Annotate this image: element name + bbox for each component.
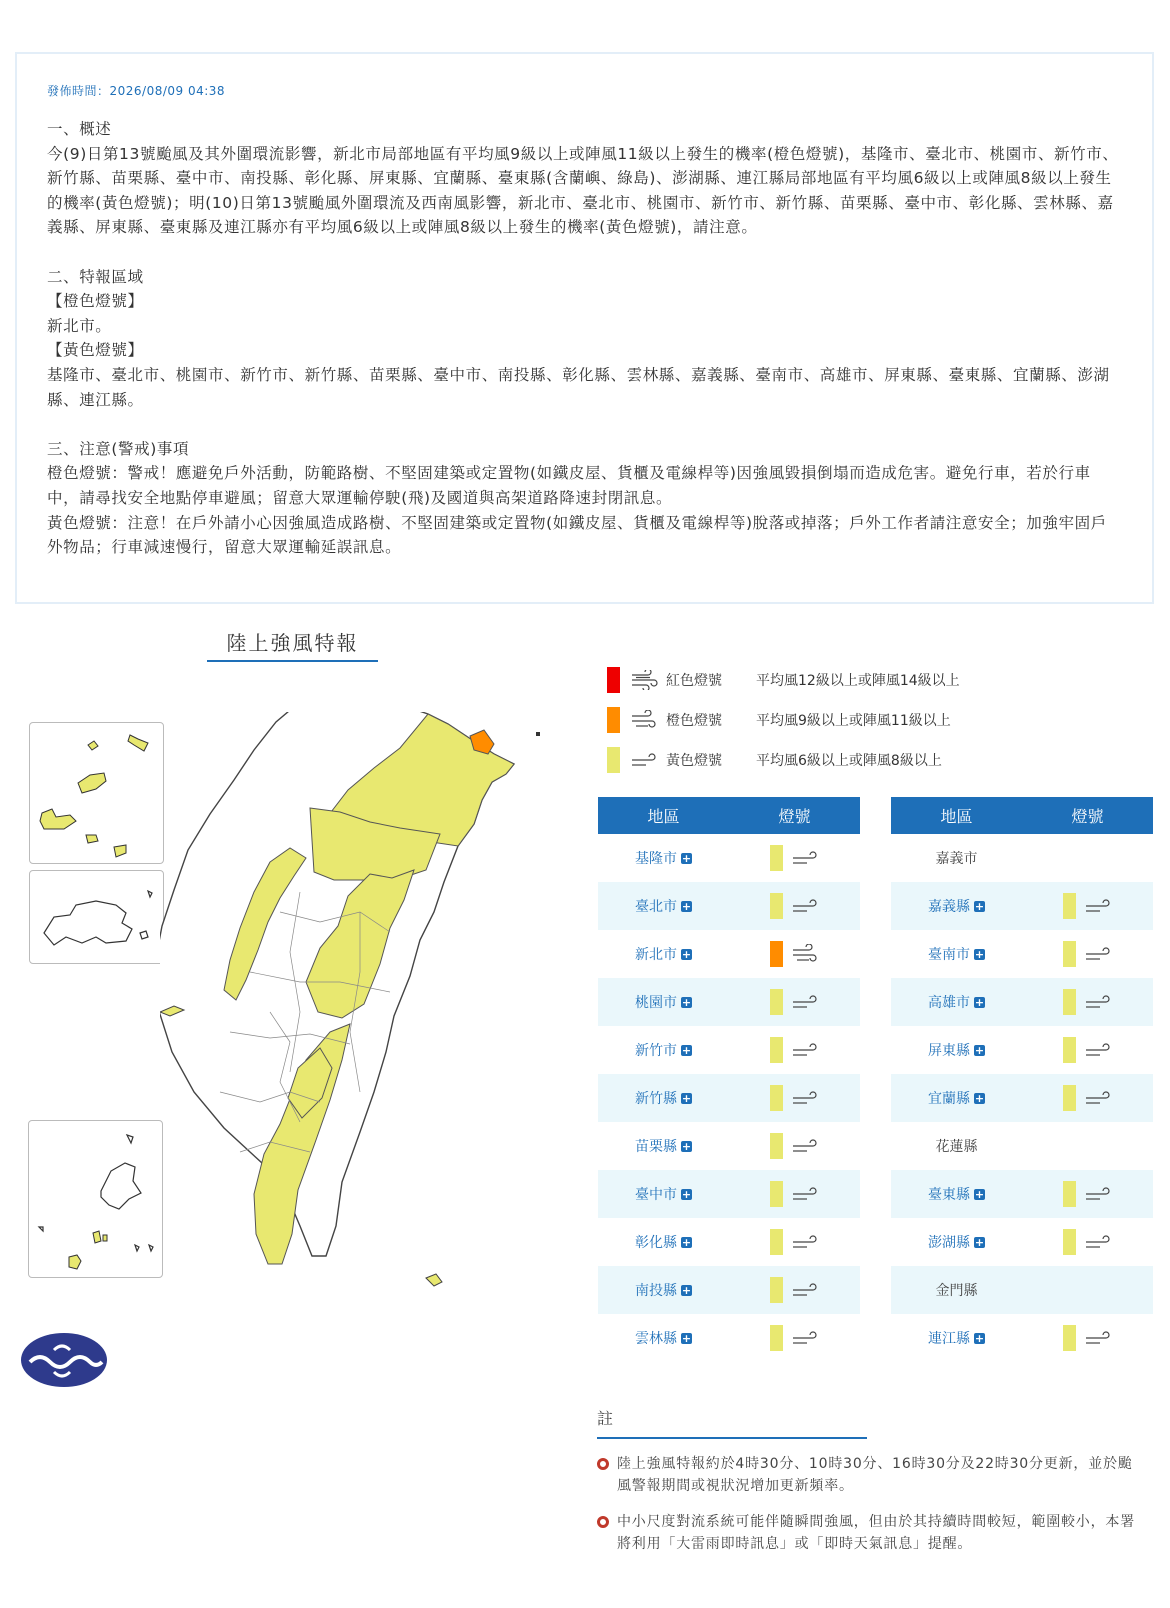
region-name[interactable]: 臺北市 xyxy=(635,899,677,915)
notes-title: 註 xyxy=(597,1406,867,1439)
yellow-light-indicator xyxy=(770,845,783,871)
table-header xyxy=(891,797,1153,834)
region-name: 金門縣 xyxy=(935,1283,978,1299)
region-cell[interactable] xyxy=(598,1232,729,1252)
header-region: 地區 xyxy=(940,807,973,826)
expand-plus-icon[interactable]: + xyxy=(974,899,985,913)
light-cell xyxy=(729,1277,860,1303)
region-cell xyxy=(891,848,1022,868)
wind-light-icon xyxy=(791,1136,819,1156)
bullet-icon xyxy=(597,1516,609,1528)
table-row xyxy=(598,1170,860,1218)
expand-plus-icon[interactable]: + xyxy=(974,1091,985,1105)
yellow-light-indicator xyxy=(1063,893,1076,919)
region-name[interactable]: 嘉義縣 xyxy=(928,899,970,915)
yellow-areas: 基隆市、臺北市、桃園市、新竹市、新竹縣、苗栗縣、臺中市、南投縣、彰化縣、雲林縣、嘉義縣、臺南市、高雄市、屏東縣、臺東縣、宜蘭縣、澎湖縣、連江縣。 xyxy=(47,365,1110,409)
light-cell xyxy=(1022,1229,1153,1255)
region-cell[interactable] xyxy=(598,1280,729,1300)
matsu-inset[interactable] xyxy=(28,1120,163,1278)
expand-plus-icon[interactable]: + xyxy=(681,899,692,913)
light-cell xyxy=(729,893,860,919)
wind-light-icon xyxy=(1084,1232,1112,1252)
table-row xyxy=(891,930,1153,978)
light-cell xyxy=(729,1181,860,1207)
yellow-label: 【黃色燈號】 xyxy=(47,341,144,360)
expand-plus-icon[interactable]: + xyxy=(974,947,985,961)
issue-time: 發佈時間：2026/08/09 04:38 xyxy=(47,84,226,98)
region-name[interactable]: 南投縣 xyxy=(635,1283,677,1299)
table-row xyxy=(891,882,1153,930)
expand-plus-icon[interactable]: + xyxy=(974,1043,985,1057)
section-overview-text: 今(9)日第13號颱風及其外圍環流影響，新北市局部地區有平均風9級以上或陣風11級以上發生的機率(橙色燈號)，基隆市、臺北市、桃園市、新竹市、新竹縣、苗栗縣、臺中市、南投縣、彰化縣、屏東縣、宜蘭縣、臺東縣(含蘭嶼、綠島)、澎湖縣、連江縣局部地區有平均風6級以上或陣風8級以上發生的機率(黃色燈號)；明(10)日第13號颱風外圍環流及西南風影響，新北市、臺北市、桃園市、新竹市、新竹縣、苗栗縣、臺中市、彰化縣、雲林縣、嘉義縣、屏東縣、臺東縣及連江縣亦有平均風6級以上或陣風8級以上發生的機率(黃色燈號)，請注意。 xyxy=(47,144,1119,237)
table-row xyxy=(891,1170,1153,1218)
expand-plus-icon[interactable]: + xyxy=(974,1187,985,1201)
yellow-light-indicator xyxy=(1063,1037,1076,1063)
expand-plus-icon[interactable]: + xyxy=(681,1283,692,1297)
header-light: 燈號 xyxy=(1071,807,1104,826)
header-region: 地區 xyxy=(647,807,680,826)
region-name[interactable]: 澎湖縣 xyxy=(928,1235,970,1251)
table-header xyxy=(598,797,860,834)
region-cell[interactable] xyxy=(891,1328,1022,1348)
yellow-light-indicator xyxy=(770,893,783,919)
note-item xyxy=(597,1511,1137,1555)
wind-light-icon xyxy=(791,1232,819,1252)
region-cell[interactable] xyxy=(598,896,729,916)
expand-plus-icon[interactable]: + xyxy=(681,851,692,865)
expand-plus-icon[interactable]: + xyxy=(681,1043,692,1057)
wind-light-icon xyxy=(791,848,819,868)
region-cell[interactable] xyxy=(598,1040,729,1060)
table-row xyxy=(598,1218,860,1266)
wind-light-icon xyxy=(791,896,819,916)
light-cell xyxy=(729,1037,860,1063)
section-area-title: 二、特報區域 xyxy=(47,267,144,286)
wind-light-icon xyxy=(1084,1328,1112,1348)
bullet-icon xyxy=(597,1458,609,1470)
wind-light-icon xyxy=(791,1328,819,1348)
wind-light-icon xyxy=(1084,1088,1112,1108)
light-cell xyxy=(729,1085,860,1111)
table-row xyxy=(891,1074,1153,1122)
yellow-light-indicator xyxy=(770,1277,783,1303)
orange-areas: 新北市。 xyxy=(47,316,112,335)
wind-medium-icon xyxy=(791,944,819,964)
orange-label: 【橙色燈號】 xyxy=(47,292,144,311)
wind-light-icon xyxy=(1084,896,1112,916)
light-cell xyxy=(1022,989,1153,1015)
table-row xyxy=(891,1026,1153,1074)
light-cell xyxy=(729,989,860,1015)
region-cell[interactable] xyxy=(891,944,1022,964)
yellow-light-indicator xyxy=(770,1037,783,1063)
legend-red-name: 紅色燈號 xyxy=(666,673,722,689)
wind-light-icon xyxy=(791,1088,819,1108)
region-name[interactable]: 高雄市 xyxy=(928,995,970,1011)
table-row xyxy=(891,1122,1153,1170)
region-cell[interactable] xyxy=(891,1184,1022,1204)
table-row xyxy=(598,1122,860,1170)
table-row xyxy=(598,1266,860,1314)
note-item xyxy=(597,1453,1137,1497)
legend-yellow-name: 黃色燈號 xyxy=(666,753,722,769)
yellow-light-indicator xyxy=(770,1325,783,1351)
bulletin-panel xyxy=(15,52,1154,604)
region-cell[interactable] xyxy=(598,992,729,1012)
region-cell[interactable] xyxy=(891,1088,1022,1108)
yellow-notice: 黃色燈號：注意！在戶外請小心因強風造成路樹、不堅固建築或定置物(如鐵皮屋、貨櫃及電線桿等)脫落或掉落；戶外工作者請注意安全；加強牢固戶外物品；行車減速慢行，留意大眾運輸延誤訊息。 xyxy=(47,513,1107,557)
region-name[interactable]: 臺東縣 xyxy=(928,1187,970,1203)
yellow-light-indicator xyxy=(1063,989,1076,1015)
wind-light-icon xyxy=(791,1184,819,1204)
expand-plus-icon[interactable]: + xyxy=(681,1331,692,1345)
expand-plus-icon[interactable]: + xyxy=(681,1235,692,1249)
yellow-light-indicator xyxy=(1063,1085,1076,1111)
region-cell[interactable] xyxy=(598,1088,729,1108)
region-name[interactable]: 新竹縣 xyxy=(635,1091,677,1107)
table-row xyxy=(598,1026,860,1074)
section-overview-title: 一、概述 xyxy=(47,120,112,138)
orange-swatch xyxy=(607,707,620,733)
region-cell[interactable] xyxy=(891,1232,1022,1252)
table-row xyxy=(598,834,860,882)
expand-plus-icon[interactable]: + xyxy=(974,995,985,1009)
yellow-light-indicator xyxy=(1063,941,1076,967)
region-name[interactable]: 屏東縣 xyxy=(928,1043,970,1059)
table-row xyxy=(891,1314,1153,1362)
notes-section xyxy=(597,1406,1137,1555)
map-title-block xyxy=(207,627,378,662)
expand-plus-icon[interactable]: + xyxy=(681,995,692,1009)
note-text: 陸上強風特報約於4時30分、10時30分、16時30分及22時30分更新，並於颱風警報期間或視狀況增加更新頻率。 xyxy=(617,1456,1133,1494)
table-row xyxy=(891,834,1153,882)
penghu-inset[interactable] xyxy=(29,722,164,864)
wind-light-icon xyxy=(1084,1040,1112,1060)
note-text: 中小尺度對流系統可能伴隨瞬間強風，但由於其持續時間較短，範圍較小，本署將利用「大雷雨即時訊息」或「即時天氣訊息」提醒。 xyxy=(617,1514,1135,1552)
light-cell xyxy=(729,1325,860,1351)
yellow-swatch xyxy=(607,747,620,773)
legend xyxy=(607,660,960,780)
yellow-light-indicator xyxy=(1063,1229,1076,1255)
yellow-light-indicator xyxy=(1063,1325,1076,1351)
red-swatch xyxy=(607,667,620,693)
taiwan-map xyxy=(20,720,580,1400)
section-notice-title: 三、注意(警戒)事項 xyxy=(47,439,190,458)
orange-light-indicator xyxy=(770,941,783,967)
region-cell[interactable] xyxy=(598,848,729,868)
map-title: 陸上強風特報 xyxy=(226,631,359,655)
region-name[interactable]: 雲林縣 xyxy=(635,1331,677,1347)
region-name: 嘉義市 xyxy=(935,851,978,867)
light-cell xyxy=(729,1229,860,1255)
main-island-map[interactable] xyxy=(160,712,580,1312)
table-row xyxy=(598,1314,860,1362)
bulletin-body xyxy=(47,117,1122,560)
yellow-light-indicator xyxy=(1063,1181,1076,1207)
wind-light-icon xyxy=(630,750,658,770)
light-cell xyxy=(1022,941,1153,967)
map-title-underline xyxy=(207,660,378,662)
legend-red xyxy=(607,660,960,700)
region-name[interactable]: 臺中市 xyxy=(635,1187,677,1203)
region-name[interactable]: 桃園市 xyxy=(635,995,677,1011)
legend-yellow xyxy=(607,740,960,780)
region-cell[interactable] xyxy=(891,1040,1022,1060)
region-name[interactable]: 新北市 xyxy=(635,947,677,963)
region-name[interactable]: 新竹市 xyxy=(635,1043,677,1059)
table-row xyxy=(891,978,1153,1026)
cwa-logo xyxy=(20,1332,108,1388)
region-name[interactable]: 彰化縣 xyxy=(635,1235,677,1251)
table-row xyxy=(598,1074,860,1122)
expand-plus-icon[interactable]: + xyxy=(681,1187,692,1201)
region-cell[interactable] xyxy=(891,896,1022,916)
region-cell[interactable] xyxy=(891,992,1022,1012)
wind-light-icon xyxy=(791,992,819,1012)
light-cell xyxy=(1022,1325,1153,1351)
legend-red-desc: 平均風12級以上或陣風14級以上 xyxy=(756,673,960,689)
region-cell[interactable] xyxy=(598,1184,729,1204)
region-cell[interactable] xyxy=(598,944,729,964)
expand-plus-icon[interactable]: + xyxy=(974,1331,985,1345)
region-name[interactable]: 連江縣 xyxy=(928,1331,970,1347)
legend-orange xyxy=(607,700,960,740)
wind-light-icon xyxy=(791,1040,819,1060)
header-light: 燈號 xyxy=(778,807,811,826)
expand-plus-icon[interactable]: + xyxy=(681,1139,692,1153)
region-cell[interactable] xyxy=(598,1328,729,1348)
table-row xyxy=(891,1266,1153,1314)
wind-strong-icon xyxy=(630,670,658,690)
expand-plus-icon[interactable]: + xyxy=(681,1091,692,1105)
region-cell[interactable] xyxy=(598,1136,729,1156)
light-cell xyxy=(729,845,860,871)
yellow-light-indicator xyxy=(770,1181,783,1207)
expand-plus-icon[interactable]: + xyxy=(681,947,692,961)
yellow-light-indicator xyxy=(770,1085,783,1111)
light-cell xyxy=(1022,1181,1153,1207)
orange-notice: 橙色燈號：警戒！應避免戶外活動，防範路樹、不堅固建築或定置物(如鐵皮屋、貨櫃及電線桿等)因強風毀損倒塌而造成危害。避免行車，若於行車中，請尋找安全地點停車避風；留意大眾運輸停駛(飛)及國道與高架道路降速封閉訊息。 xyxy=(47,464,1091,507)
light-cell xyxy=(729,941,860,967)
region-name[interactable]: 苗栗縣 xyxy=(635,1139,677,1155)
table-row xyxy=(598,930,860,978)
legend-orange-desc: 平均風9級以上或陣風11級以上 xyxy=(756,713,951,729)
legend-yellow-desc: 平均風6級以上或陣風8級以上 xyxy=(756,753,942,769)
wind-light-icon xyxy=(1084,992,1112,1012)
table-row xyxy=(891,1218,1153,1266)
yellow-light-indicator xyxy=(770,989,783,1015)
table-row xyxy=(598,882,860,930)
legend-orange-name: 橙色燈號 xyxy=(666,713,722,729)
region-name: 花蓮縣 xyxy=(935,1139,978,1155)
light-cell xyxy=(1022,1037,1153,1063)
region-cell xyxy=(891,1136,1022,1156)
yellow-light-indicator xyxy=(770,1133,783,1159)
light-cell xyxy=(729,1133,860,1159)
region-name[interactable]: 宜蘭縣 xyxy=(928,1091,970,1107)
kinmen-inset[interactable] xyxy=(29,870,164,964)
region-name[interactable]: 基隆市 xyxy=(635,851,677,867)
wind-light-icon xyxy=(1084,944,1112,964)
light-cell xyxy=(1022,1085,1153,1111)
wind-light-icon xyxy=(1084,1184,1112,1204)
region-cell xyxy=(891,1280,1022,1300)
yellow-light-indicator xyxy=(770,1229,783,1255)
expand-plus-icon[interactable]: + xyxy=(974,1235,985,1249)
region-name[interactable]: 臺南市 xyxy=(928,947,970,963)
wind-medium-icon xyxy=(630,710,658,730)
region-table-left xyxy=(598,797,860,1362)
region-table-right xyxy=(891,797,1153,1362)
wind-light-icon xyxy=(791,1280,819,1300)
table-row xyxy=(598,978,860,1026)
light-cell xyxy=(1022,893,1153,919)
